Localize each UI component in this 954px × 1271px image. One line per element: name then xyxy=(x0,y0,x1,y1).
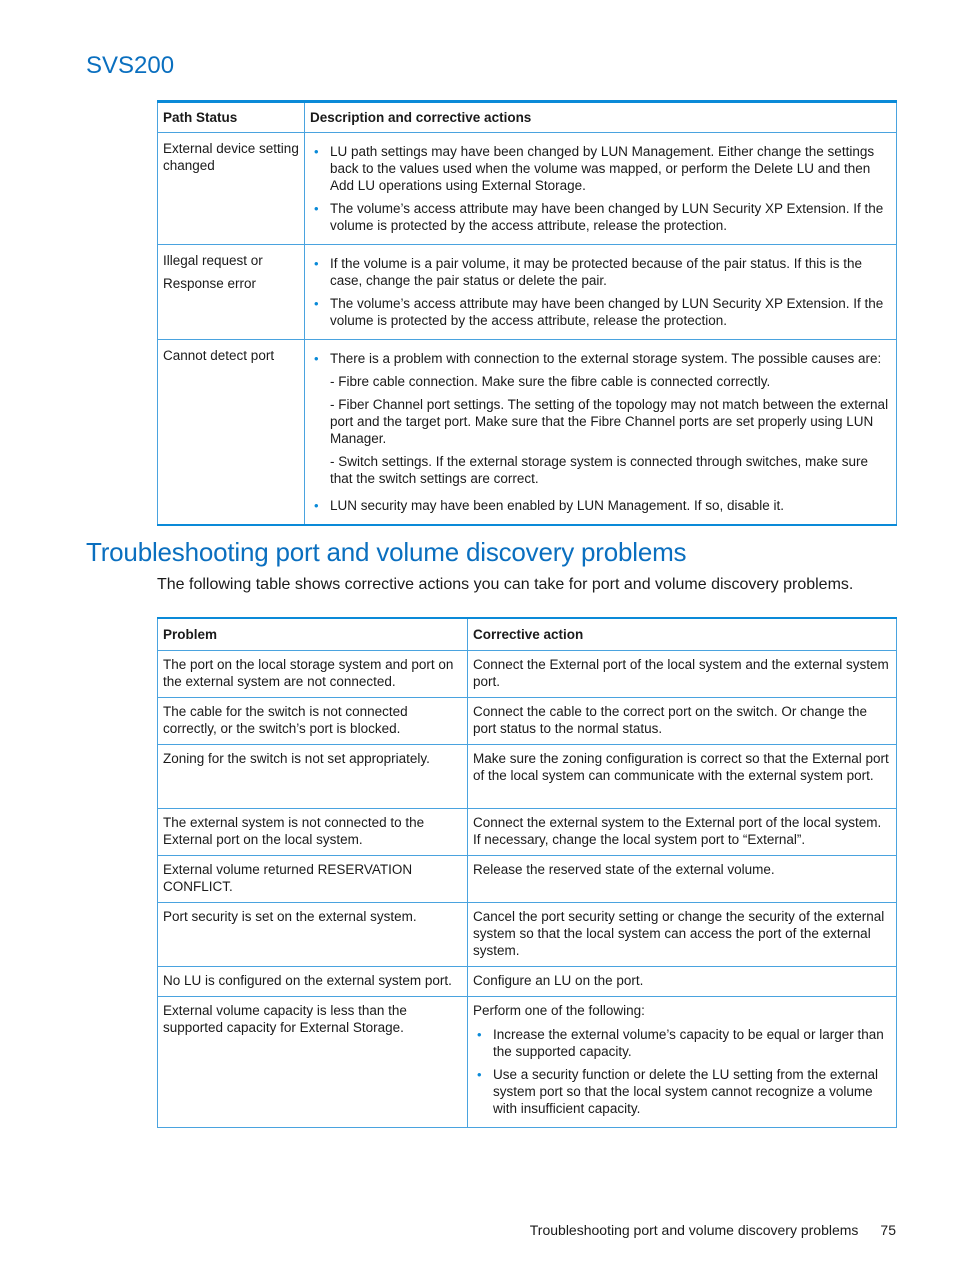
table-row xyxy=(158,967,897,997)
section-heading-svs200: SVS200 xyxy=(86,52,175,79)
action-cell: Configure an LU on the port. xyxy=(468,967,897,997)
problem-cell: The cable for the switch is not connected correctly, or the switch’s port is blocked. xyxy=(158,698,468,745)
path-status-cell: External device setting changed xyxy=(158,133,305,245)
column-header-corrective-action: Corrective action xyxy=(468,618,897,651)
list-item: • There is a problem with connection to the external storage system. The possible causes are: xyxy=(310,350,891,367)
list-item: • LUN security may have been enabled by LUN Management. If so, disable it. xyxy=(310,497,891,514)
status-line: Illegal request or xyxy=(163,253,263,268)
list-item: • The volume’s access attribute may have been changed by LUN Security XP Extension. If the volume is protected by the access attribute, release the protection. xyxy=(310,295,891,329)
column-header-description: Description and corrective actions xyxy=(305,102,897,133)
list-item: • Use a security function or delete the LU setting from the external system port so that the local system cannot recognize a volume with insufficient capacity. xyxy=(473,1066,891,1117)
path-status-cell xyxy=(158,245,305,340)
status-line: Response error xyxy=(163,276,257,291)
sub-cause: - Fibre cable connection. Make sure the fibre cable is connected correctly. xyxy=(330,374,771,389)
action-cell: Connect the external system to the External port of the local system. If necessary, change the local system port to “External”. xyxy=(468,809,897,856)
footer-title: Troubleshooting port and volume discovery problems xyxy=(529,1222,859,1238)
list-item: • If the volume is a pair volume, it may be protected because of the pair status. If this is the case, change the pair status or delete the pair. xyxy=(310,255,891,289)
table-row xyxy=(158,651,897,698)
action-lead: Perform one of the following: xyxy=(473,1003,645,1018)
page-footer xyxy=(530,1222,896,1238)
problem-cell: Port security is set on the external system. xyxy=(158,903,468,967)
list-item: • The volume’s access attribute may have been changed by LUN Security XP Extension. If the volume is protected by the access attribute, release the protection. xyxy=(310,200,891,234)
path-status-cell: Cannot detect port xyxy=(158,340,305,526)
action-cell: Connect the cable to the correct port on the switch. Or change the port status to the normal status. xyxy=(468,698,897,745)
problem-cell: Zoning for the switch is not set appropriately. xyxy=(158,745,468,809)
table-row xyxy=(158,997,897,1128)
action-cell: Make sure the zoning configuration is correct so that the External port of the local system can communicate with the external system port. xyxy=(468,745,897,809)
discovery-problems-table xyxy=(157,617,897,1128)
page-title: Troubleshooting port and volume discovery problems xyxy=(86,537,687,567)
table-row xyxy=(158,745,897,809)
action-cell xyxy=(468,997,897,1128)
table-row xyxy=(158,340,897,526)
action-cell: Cancel the port security setting or change the security of the external system so that the local system can access the port of the external system. xyxy=(468,903,897,967)
description-cell xyxy=(305,245,897,340)
table-header-row xyxy=(158,102,897,133)
table-row xyxy=(158,133,897,245)
problem-cell: No LU is configured on the external system port. xyxy=(158,967,468,997)
sub-cause: - Switch settings. If the external storage system is connected through switches, make sure that the switch settings are correct. xyxy=(330,454,868,486)
table-row xyxy=(158,903,897,967)
column-header-path-status: Path Status xyxy=(158,102,305,133)
description-cell xyxy=(305,133,897,245)
problem-cell: External volume returned RESERVATION CONFLICT. xyxy=(158,856,468,903)
list-item: • LU path settings may have been changed by LUN Management. Either change the settings back to the values used when the volume was mapped, or perform the Delete LU and then Add LU operations using External Storage. xyxy=(310,143,891,194)
intro-paragraph: The following table shows corrective actions you can take for port and volume discovery problems. xyxy=(157,576,854,593)
problem-cell: External volume capacity is less than the supported capacity for External Storage. xyxy=(158,997,468,1128)
table-row xyxy=(158,245,897,340)
table-header-row xyxy=(158,618,897,651)
table-row xyxy=(158,856,897,903)
path-status-table xyxy=(157,100,897,526)
action-cell: Connect the External port of the local system and the external system port. xyxy=(468,651,897,698)
problem-cell: The port on the local storage system and port on the external system are not connected. xyxy=(158,651,468,698)
page-number: 75 xyxy=(880,1222,896,1238)
action-cell: Release the reserved state of the external volume. xyxy=(468,856,897,903)
sub-cause: - Fiber Channel port settings. The setting of the topology may not match between the external port and the target port. Make sure that the Fibre Channel ports are set properly using LUN Manager. xyxy=(330,397,889,446)
problem-cell: The external system is not connected to the External port on the local system. xyxy=(158,809,468,856)
column-header-problem: Problem xyxy=(158,618,468,651)
table-row xyxy=(158,698,897,745)
table-row xyxy=(158,809,897,856)
list-item: • Increase the external volume’s capacity to be equal or larger than the supported capacity. xyxy=(473,1026,891,1060)
description-cell xyxy=(305,340,897,526)
